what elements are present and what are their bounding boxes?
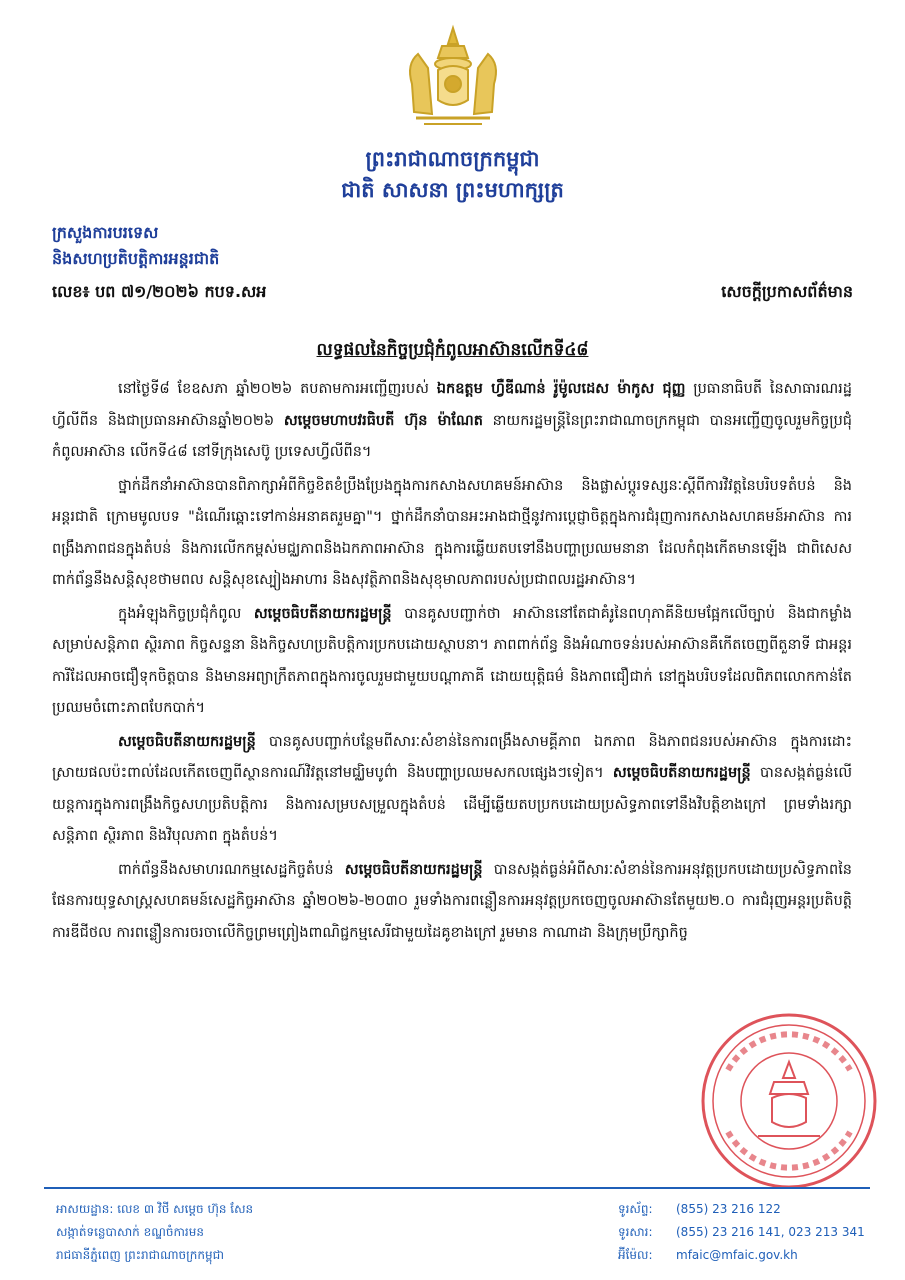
press-release-title: លទ្ធផលនៃកិច្ចប្រជុំកំពូលអាស៊ានលើកទី៤៨ [316,340,589,360]
fax-number: (855) 23 216 141, 023 213 341 [676,1225,865,1239]
address-value: លេខ ៣ វិថី សម្ដេច ហ៊ុន សែន [117,1202,254,1216]
ministry-name-line1: ក្រសួងការបរទេស [52,223,159,242]
address-line-3: រាជធានីភ្នំពេញ ព្រះរាជាណាចក្រកម្ពុជា [56,1248,224,1262]
press-release-body [52,374,852,984]
email-label: អ៊ីម៉ែល: [618,1248,653,1262]
footer-address [56,1198,253,1267]
phone-number: (855) 23 216 122 [676,1202,781,1216]
footer-contact [618,1198,865,1267]
address-label: អាសយដ្ឋាន: [56,1202,118,1216]
document-type: សេចក្ដីប្រកាសព័ត៌មាន [721,282,853,301]
address-line-2: សង្កាត់ទន្លេបាសាក់ ខណ្ឌចំការមន [56,1225,204,1239]
paragraph-2: ថ្នាក់ដឹកនាំអាស៊ានបានពិភាក្សាអំពីកិច្ចខិតខំប្រឹងប្រែងក្នុងការកសាងសហគមន៍អាស៊ាន និងផ្លាស់ប្ដូរទស្សនៈស្ដីពីការវិវត្តនៃបរិបទតំបន់ និងអន្តរជាតិ ក្រោមមូលបទ "ដំណើរឆ្ពោះទៅកាន់អនាគតរួមគ្នា"។ ថ្នាក់ដឹកនាំបានអះអាងជាថ្មីនូវការប្ដេជ្ញាចិត្តក្នុងការជំរុញការកសាងសហគមន៍អាស៊ាន ការពង្រឹងភាពជនក្នុងតំបន់ និងការលើកកម្ពស់មជ្ឈភាពនិងឯកភាពអាស៊ាន ក្នុងការឆ្លើយតបទៅនឹងបញ្ហាប្រឈមនានា ដែលកំពុងកើតមានឡើង ជាពិសេសពាក់ព័ន្ធនឹងសន្តិសុខថាមពល សន្តិសុខស្បៀងអាហារ និងសុវត្ថិភាពនិងសុខុមាលភាពរបស់ប្រជាពលរដ្ឋអាស៊ាន។ [52,477,852,588]
paragraph-4: សម្ដេចធិបតីនាយករដ្ឋមន្ត្រី បានគូសបញ្ជាក់បន្ថែមពីសារៈសំខាន់នៃការពង្រឹងសាមគ្គីភាព ឯកភាព និងភាពជនរបស់អាស៊ាន ក្នុងការដោះស្រាយផលប៉ះពាល់ដែលកើតចេញពីស្ថានការណ៍វិវត្តនៅមជ្ឈិមបូព៌ា និងបញ្ហាប្រឈមសកលផ្សេងៗទៀត។ សម្ដេចធិបតីនាយករដ្ឋមន្ត្រី បានសង្កត់ធ្ងន់លើយន្តការក្នុងការពង្រឹងកិច្ចសហប្រតិបត្តិការ និងការសម្របសម្រួលក្នុងតំបន់ ដើម្បីឆ្លើយតបប្រកបដោយប្រសិទ្ធភាពទៅនឹងវិបត្តិខាងក្រៅ ព្រមទាំងរក្សាសន្តិភាព ស្ថិរភាព និងវិបុលភាព ក្នុងតំបន់។ [52,733,852,844]
royal-emblem-icon [398,24,508,130]
ministry-name-line2: និងសហប្រតិបត្តិការអន្តរជាតិ [52,249,220,268]
paragraph-3: ក្នុងអំឡុងកិច្ចប្រជុំកំពូល សម្ដេចធិបតីនាយករដ្ឋមន្ត្រី បានគូសបញ្ជាក់ថា អាស៊ាននៅតែជាគំរូនៃពហុភាគីនិយមផ្អែកលើច្បាប់ និងជាកម្លាំងសម្រាប់សន្តិភាព ស្ថិរភាព កិច្ចសន្ទនា និងកិច្ចសហប្រតិបត្តិការប្រកបដោយស្ថាបនា។ ភាពពាក់ព័ន្ធ និងអំណាចទន់របស់អាស៊ានគឺកើតចេញពីតួនាទី ជាអន្តរការីដែលអាចជឿទុកចិត្តបាន និងមានអព្យាក្រឹតភាពក្នុងការចូលរួមជាមួយបណ្ដាភាគី ដោយយុត្តិធម៌ និងភាពជឿជាក់ នៅក្នុងបរិបទដែលពិភពលោកកាន់តែប្រឈមចំពោះភាពបែកបាក់។ [52,605,852,716]
email-address[interactable]: mfaic@mfaic.gov.kh [676,1248,798,1262]
paragraph-1: នៅថ្ងៃទី៨ ខែឧសភា ឆ្នាំ២០២៦ តបតាមការអញ្ជើញរបស់ ឯកឧត្តម ហ្វឺឌីណាន់ រ៉ូម៉ូលដេស ម៉ាកូស ជុញ្ញ ប្រធានាធិបតី នៃសាធារណរដ្ឋហ្វីលីពីន និងជាប្រធានអាស៊ានឆ្នាំ២០២៦ សម្ដេចមហាបវរធិបតី ហ៊ុន ម៉ាណែត នាយករដ្ឋមន្ត្រីនៃព្រះរាជាណាចក្រកម្ពុជា បានអញ្ជើញចូលរួមកិច្ចប្រជុំកំពូលអាស៊ាន លើកទី៤៨ នៅទីក្រុងសេប៊ូ ប្រទេសហ្វីលីពីន។ [52,381,852,460]
footer-divider [44,1187,870,1189]
official-seal-icon [698,1010,880,1192]
national-motto: ជាតិ សាសនា ព្រះមហាក្សត្រ [341,178,564,202]
phone-label: ទូរស័ព្ទ: [618,1202,653,1216]
paragraph-5: ពាក់ព័ន្ធនឹងសមាហរណកម្មសេដ្ឋកិច្ចតំបន់ សម្ដេចធិបតីនាយករដ្ឋមន្ត្រី បានសង្កត់ធ្ងន់អំពីសារៈសំខាន់នៃការអនុវត្តប្រកបដោយប្រសិទ្ធភាពនៃផែនការយុទ្ធសាស្ត្រសហគមន៍សេដ្ឋកិច្ចអាស៊ាន ឆ្នាំ២០២៦-២០៣០ រួមទាំងការពន្លឿនការអនុវត្តប្រកចេញចូលអាស៊ានតែមួយ២.០ ការជំរុញអន្តរប្រតិបត្តិការឌីជីថល ការពន្លឿនការចរចាលើកិច្ចព្រមព្រៀងពាណិជ្ជកម្មសេរីជាមួយដៃគូខាងក្រៅ រួមមាន កាណាដា និងក្រុមប្រឹក្សាកិច្ច [52,861,852,941]
kingdom-name: ព្រះរាជាណាចក្រកម្ពុជា [365,147,540,171]
fax-label: ទូរសារ: [618,1225,653,1239]
document-reference-number: លេខ៖ បព ៧១/២០២៦ កបទ.សអ [52,282,267,301]
